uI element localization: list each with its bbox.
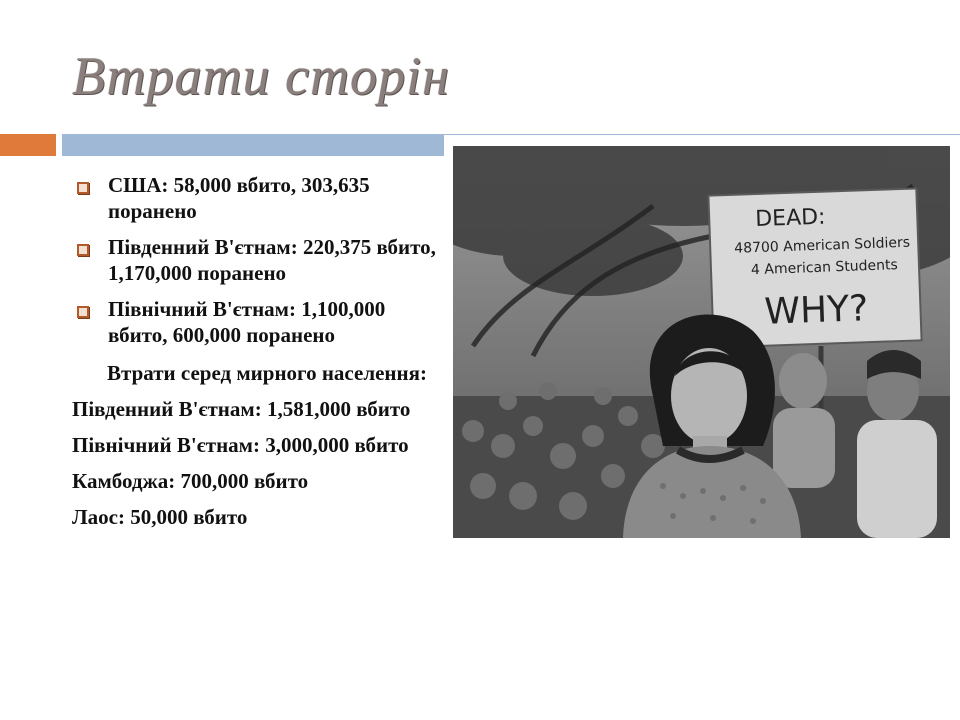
- bullet-item: [72, 296, 438, 348]
- bullet-item: [72, 234, 438, 286]
- bullet-figures: : 220,375 вбито, 1,170,000 поранено: [108, 235, 436, 285]
- civilian-figures: : 50,000 вбито: [117, 505, 248, 529]
- civilian-figures: : 1,581,000 вбито: [254, 397, 411, 421]
- accent-bar-orange: [0, 134, 56, 156]
- civilian-item: [72, 504, 438, 530]
- square-bullet-icon: [77, 182, 89, 194]
- bullet-figures: : 58,000 вбито, 303,635 поранено: [108, 173, 370, 223]
- bullet-figures: : 1,100,000 вбито, 600,000 поранено: [108, 297, 386, 347]
- bullet-country: Північний В'єтнам: [108, 297, 289, 321]
- accent-divider-line: [444, 134, 960, 135]
- sign-line-1: DEAD:: [754, 204, 826, 233]
- civilian-figures: : 700,000 вбито: [168, 469, 309, 493]
- civilian-country: Камбоджа: [72, 469, 169, 493]
- bullet-item: [72, 172, 438, 224]
- civilian-figures: : 3,000,000 вбито: [252, 433, 409, 457]
- sign-line-3: 4 American Students: [750, 257, 899, 279]
- sign-line-4: WHY?: [763, 288, 869, 333]
- civilian-country: Південний В'єтнам: [72, 397, 255, 421]
- civilian-heading: Втрати серед мирного населення:: [107, 361, 427, 385]
- bullet-country: США: [108, 173, 162, 197]
- square-bullet-icon: [77, 244, 89, 256]
- civilian-item: [72, 396, 438, 422]
- sign-line-2: 48700 American Soldiers: [734, 234, 911, 257]
- protest-photo: [453, 146, 950, 538]
- square-bullet-icon: [77, 306, 89, 318]
- slide-title: Втрати сторін: [72, 46, 450, 106]
- civilian-item: [72, 468, 438, 494]
- civilian-item: [72, 432, 438, 458]
- accent-bar-blue: [62, 134, 444, 156]
- bullet-country: Південний В'єтнам: [108, 235, 291, 259]
- content-text: [72, 172, 438, 540]
- civilian-country: Лаос: [72, 505, 118, 529]
- civilian-country: Північний В'єтнам: [72, 433, 253, 457]
- protest-photo-illustration: [453, 146, 950, 538]
